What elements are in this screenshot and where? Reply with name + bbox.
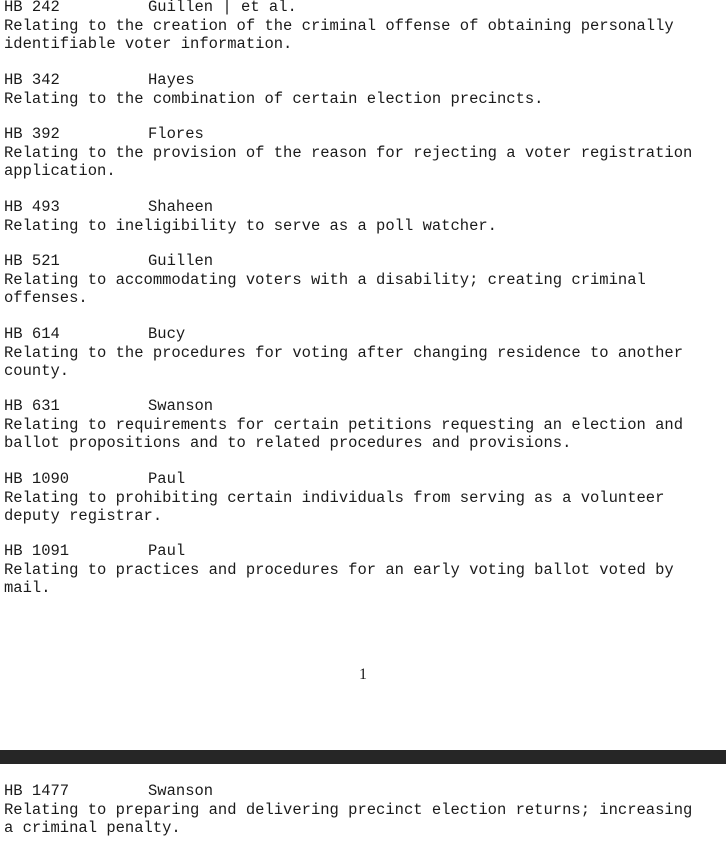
bill-caption-line: Relating to the provision of the reason for rejecting a voter registration — [4, 143, 693, 162]
bill-number: HB 614 — [4, 325, 60, 343]
bill-header — [4, 252, 724, 271]
bill-caption-line: Relating to the creation of the criminal offense of obtaining personally — [4, 16, 674, 35]
bill-entry — [4, 542, 724, 598]
bill-author: Shaheen — [148, 198, 214, 216]
bill-header — [4, 125, 724, 144]
bill-header — [4, 0, 724, 17]
bill-number: HB 631 — [4, 397, 60, 415]
bill-number: HB 342 — [4, 71, 60, 89]
bill-header — [4, 325, 724, 344]
page-separator — [0, 750, 726, 764]
bill-author: Paul — [148, 542, 186, 560]
bill-caption-line: deputy registrar. — [4, 507, 163, 525]
bill-author: Hayes — [148, 71, 195, 89]
bill-number: HB 1091 — [4, 542, 70, 560]
bill-number: HB 1090 — [4, 470, 70, 488]
bill-author: Swanson — [148, 782, 214, 800]
bill-caption-line: identifiable voter information. — [4, 35, 293, 53]
bill-header — [4, 198, 724, 217]
bill-number: HB 242 — [4, 0, 60, 16]
bill-header — [4, 71, 724, 90]
bill-caption-line: Relating to prohibiting certain individuals from serving as a volunteer — [4, 488, 665, 507]
bill-entry — [4, 252, 724, 308]
bill-caption-line: a criminal penalty. — [4, 819, 181, 837]
bill-entry — [4, 470, 724, 526]
bill-header — [4, 470, 724, 489]
bill-caption-line: Relating to accommodating voters with a disability; creating criminal — [4, 270, 646, 289]
bill-caption-line: Relating to ineligibility to serve as a poll watcher. — [4, 216, 497, 235]
bill-caption-line: Relating to preparing and delivering precinct election returns; increasing — [4, 800, 693, 819]
bill-author: Paul — [148, 470, 186, 488]
bill-caption-line: application. — [4, 162, 116, 180]
bill-author: Bucy — [148, 325, 186, 343]
bill-caption-line: Relating to practices and procedures for an early voting ballot voted by — [4, 560, 674, 579]
bill-number: HB 1477 — [4, 782, 70, 800]
bill-entry — [4, 198, 724, 235]
bill-header — [4, 782, 724, 801]
bill-caption-line: mail. — [4, 579, 51, 597]
bill-caption-line: county. — [4, 362, 70, 380]
bill-entry — [4, 397, 724, 453]
bill-number: HB 392 — [4, 125, 60, 143]
bill-number: HB 521 — [4, 252, 60, 270]
bill-caption-line: offenses. — [4, 289, 88, 307]
bill-author: Guillen — [148, 252, 214, 270]
bill-caption-line: Relating to the procedures for voting after changing residence to another — [4, 343, 684, 362]
bill-number: HB 493 — [4, 198, 60, 216]
bill-entry — [4, 0, 724, 54]
bill-caption-line: Relating to the combination of certain election precincts. — [4, 89, 544, 108]
bill-header — [4, 542, 724, 561]
bill-entry — [4, 71, 724, 108]
bill-header — [4, 397, 724, 416]
bill-author: Guillen | et al. — [148, 0, 297, 16]
bill-caption-line: ballot propositions and to related procedures and provisions. — [4, 434, 572, 452]
bill-author: Swanson — [148, 397, 214, 415]
bill-entry — [4, 125, 724, 181]
bill-caption-line: Relating to requirements for certain petitions requesting an election and — [4, 415, 684, 434]
bill-entry — [4, 782, 724, 838]
bill-entry — [4, 325, 724, 381]
page-number: 1 — [359, 666, 367, 683]
bill-author: Flores — [148, 125, 204, 143]
